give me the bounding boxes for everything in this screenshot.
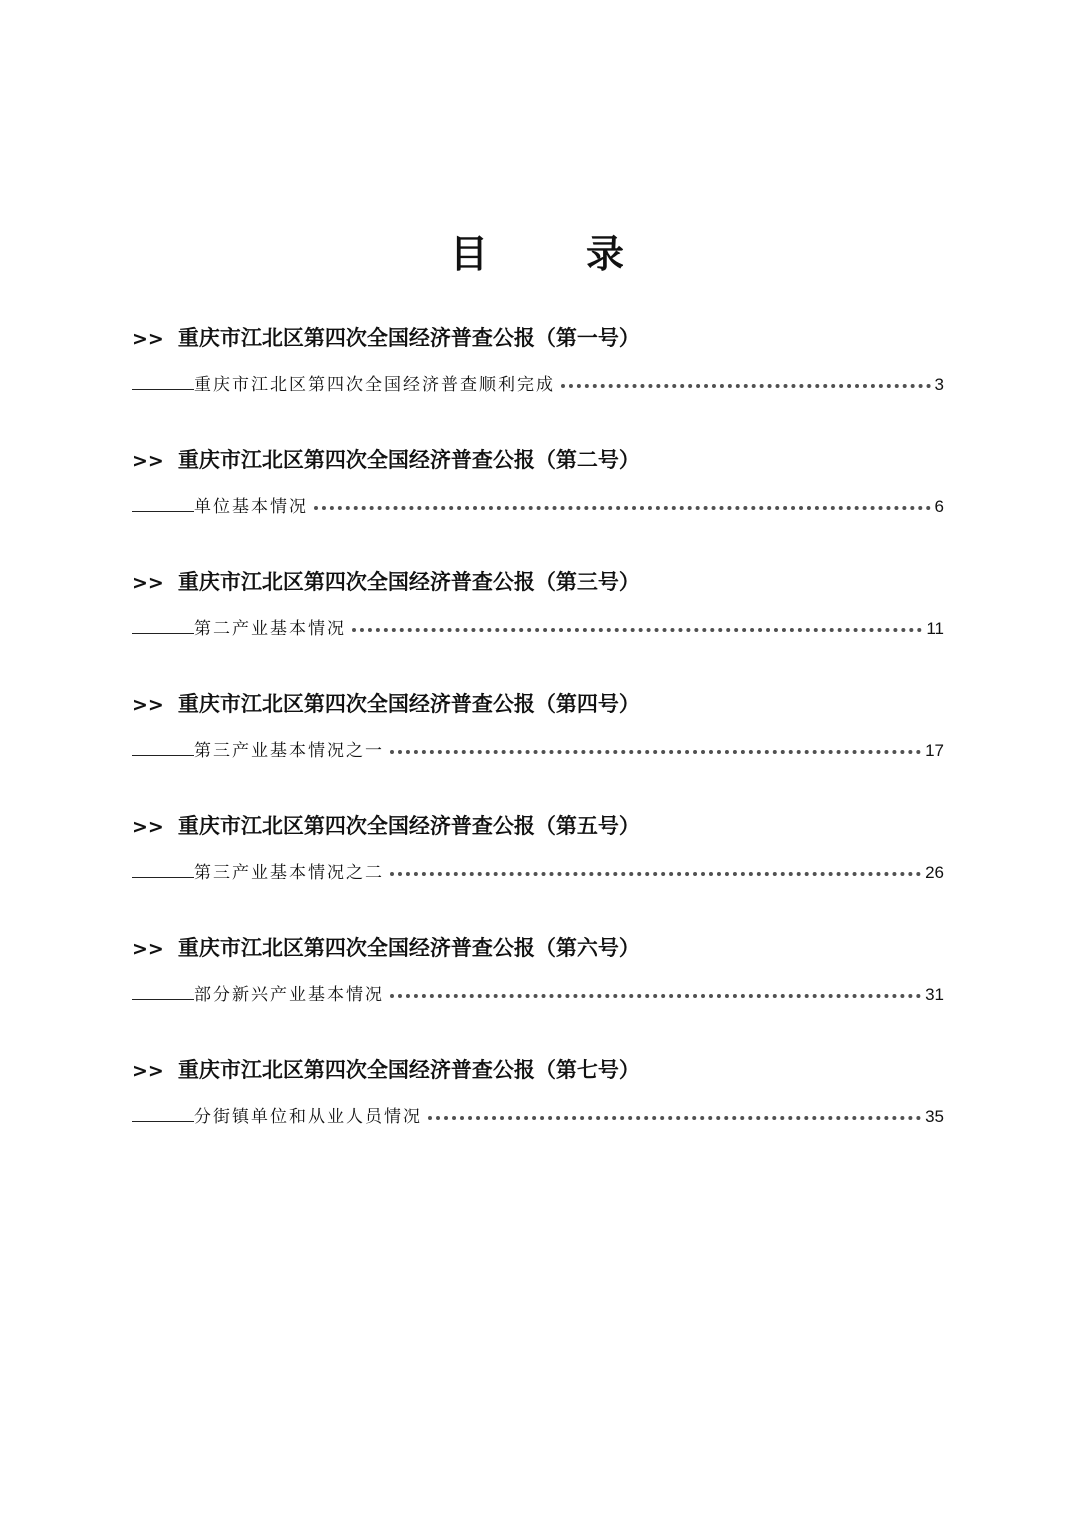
dash-rule: [132, 511, 194, 512]
entry-page-number: 6: [934, 497, 944, 516]
dash-rule: [132, 999, 194, 1000]
entry-heading-text: 重庆市江北区第四次全国经济普查公报（第四号）: [177, 691, 640, 716]
entry-heading: [132, 1052, 640, 1088]
dash-rule: [132, 1121, 194, 1122]
entry-subtitle: 单位基本情况: [194, 497, 308, 517]
toc-entry-2[interactable]: [132, 442, 944, 564]
entry-heading: [132, 686, 640, 722]
entry-subtitle-line: [132, 1102, 944, 1132]
dash-rule: [132, 389, 194, 390]
dash-rule: [132, 755, 194, 756]
entry-heading-text: 重庆市江北区第四次全国经济普查公报（第五号）: [177, 813, 640, 838]
entry-page-number: 35: [925, 1107, 944, 1126]
entry-subtitle: 第三产业基本情况之一: [194, 741, 384, 761]
entry-heading-text: 重庆市江北区第四次全国经济普查公报（第一号）: [177, 325, 640, 350]
dash-rule: [132, 633, 194, 634]
dash-rule: [132, 877, 194, 878]
entry-heading: [132, 808, 640, 844]
entry-subtitle-line: [132, 858, 944, 888]
dot-leader: [390, 872, 921, 876]
entry-subtitle-line: [132, 614, 944, 644]
entry-page-number: 17: [925, 741, 944, 760]
entry-heading: [132, 320, 640, 356]
toc-entry-3[interactable]: [132, 564, 944, 686]
toc-title: 目 录: [449, 231, 654, 276]
entry-subtitle-line: [132, 370, 944, 400]
entry-marker: >>: [132, 328, 164, 350]
entry-marker: >>: [132, 1060, 164, 1082]
entry-subtitle: 重庆市江北区第四次全国经济普查顺利完成: [194, 375, 555, 395]
dot-leader: [428, 1116, 921, 1120]
toc-entry-7[interactable]: [132, 1052, 944, 1174]
entry-heading-text: 重庆市江北区第四次全国经济普查公报（第七号）: [177, 1057, 640, 1082]
toc-list: [132, 320, 944, 1174]
entry-subtitle-line: [132, 736, 944, 766]
entry-subtitle-line: [132, 492, 944, 522]
entry-marker: >>: [132, 938, 164, 960]
entry-marker: >>: [132, 816, 164, 838]
entry-marker: >>: [132, 572, 164, 594]
entry-subtitle: 部分新兴产业基本情况: [194, 985, 384, 1005]
entry-subtitle: 分街镇单位和从业人员情况: [194, 1107, 422, 1127]
toc-entry-1[interactable]: [132, 320, 944, 442]
entry-page-number: 26: [925, 863, 944, 882]
entry-subtitle: 第二产业基本情况: [194, 619, 346, 639]
dot-leader: [390, 750, 921, 754]
dot-leader: [561, 384, 931, 388]
entry-marker: >>: [132, 450, 164, 472]
entry-heading: [132, 442, 640, 478]
entry-subtitle: 第三产业基本情况之二: [194, 863, 384, 883]
entry-page-number: 3: [934, 375, 944, 394]
toc-entry-6[interactable]: [132, 930, 944, 1052]
entry-marker: >>: [132, 694, 164, 716]
dot-leader: [314, 506, 931, 510]
dot-leader: [352, 628, 922, 632]
entry-page-number: 11: [926, 619, 944, 638]
entry-heading-text: 重庆市江北区第四次全国经济普查公报（第二号）: [177, 447, 640, 472]
entry-heading: [132, 930, 640, 966]
entry-subtitle-line: [132, 980, 944, 1010]
entry-heading: [132, 564, 640, 600]
toc-entry-4[interactable]: [132, 686, 944, 808]
entry-page-number: 31: [925, 985, 944, 1004]
toc-entry-5[interactable]: [132, 808, 944, 930]
dot-leader: [390, 994, 921, 998]
entry-heading-text: 重庆市江北区第四次全国经济普查公报（第六号）: [177, 935, 640, 960]
entry-heading-text: 重庆市江北区第四次全国经济普查公报（第三号）: [177, 569, 640, 594]
